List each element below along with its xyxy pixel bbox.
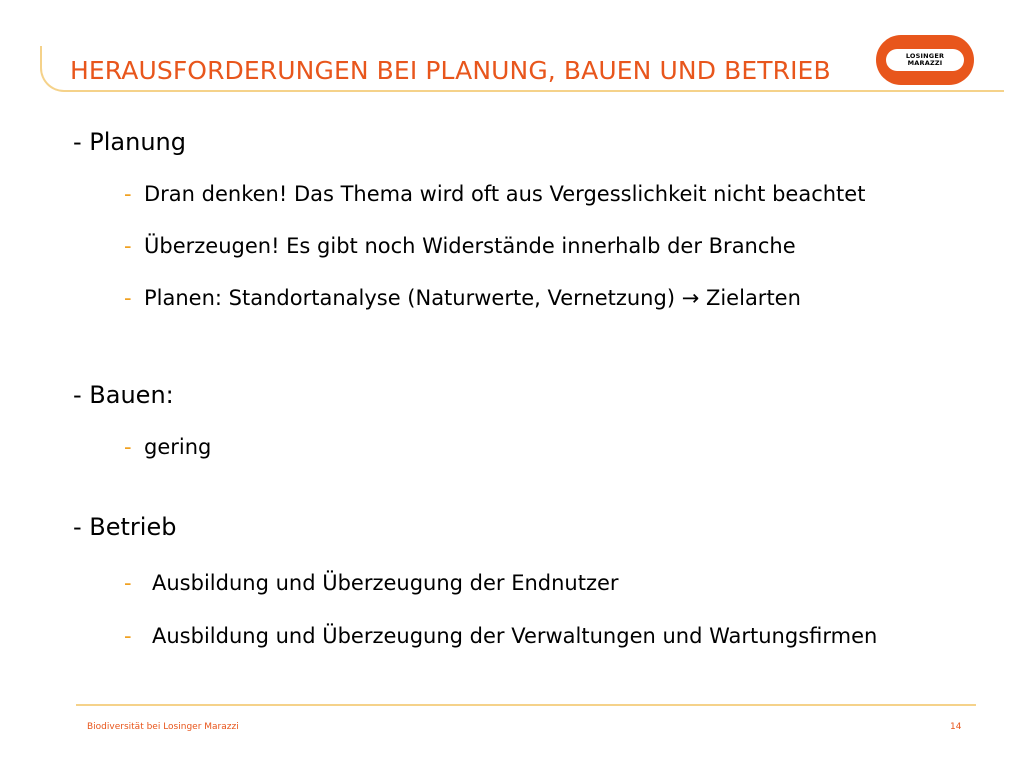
bullet-dash: - (124, 571, 132, 595)
logo-text-line2: MARAZZI (907, 59, 943, 67)
bullet-dash: - (124, 182, 132, 206)
logo-text-line1: LOSINGER (905, 52, 945, 60)
list-item (124, 182, 865, 206)
losinger-marazzi-logo (876, 35, 974, 85)
list-item (124, 624, 877, 648)
bullet-dash: - (124, 435, 132, 459)
list-item-text: Dran denken! Das Thema wird oft aus Vergesslichkeit nicht beachtet (144, 182, 866, 206)
footer-caption: Biodiversität bei Losinger Marazzi (87, 722, 239, 732)
list-item-text: Ausbildung und Überzeugung der Verwaltungen und Wartungsfirmen (152, 624, 878, 648)
slide-title: HERAUSFORDERUNGEN BEI PLANUNG, BAUEN UND BETRIEB (70, 56, 831, 85)
logo-badge (886, 49, 964, 71)
bullet-dash: - (124, 624, 132, 648)
list-item-text: Planen: Standortanalyse (Naturwerte, Vernetzung) → Zielarten (144, 286, 801, 310)
list-item-text: Ausbildung und Überzeugung der Endnutzer (152, 571, 619, 595)
bullet-dash: - (124, 234, 132, 258)
list-item (124, 286, 801, 310)
section-heading-betrieb: - Betrieb (73, 513, 177, 541)
list-item (124, 234, 796, 258)
list-item-text: gering (144, 435, 212, 459)
section-heading-planung: - Planung (73, 128, 187, 156)
section-heading-bauen: - Bauen: (73, 381, 174, 409)
list-item (124, 435, 211, 459)
page-number: 14 (950, 722, 962, 732)
list-item-text: Überzeugen! Es gibt noch Widerstände innerhalb der Branche (144, 234, 796, 258)
list-item (124, 571, 619, 595)
footer-divider (76, 704, 976, 706)
bullet-dash: - (124, 286, 132, 310)
